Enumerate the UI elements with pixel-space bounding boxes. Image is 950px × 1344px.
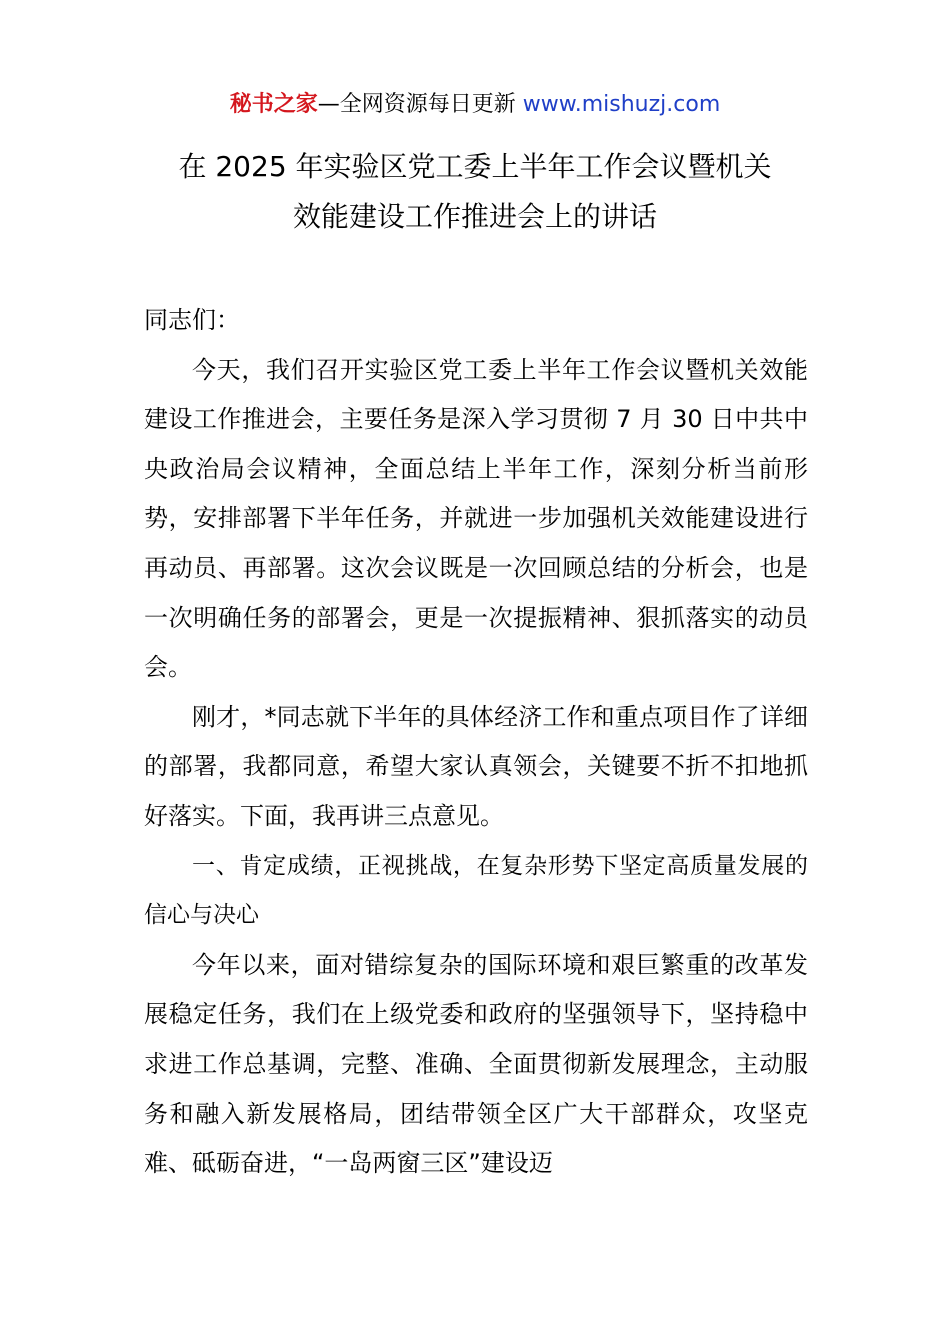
title-line-1: 在 2025 年实验区党工委上半年工作会议暨机关 xyxy=(178,150,772,183)
document-title xyxy=(100,142,850,242)
body-paragraph: 今年以来，面对错综复杂的国际环境和艰巨繁重的改革发展稳定任务，我们在上级党委和政府的坚强领导下，坚持稳中求进工作总基调，完整、准确、全面贯彻新发展理念，主动服务和融入新发展格局，团结带领全区广大干部群众，攻坚克难、砥砺奋进，“一岛两窗三区”建设迈 xyxy=(144,950,808,1178)
body-paragraph: 刚才，*同志就下半年的具体经济工作和重点项目作了详细的部署，我都同意，希望大家认真领会，关键要不折不扣地抓好落实。下面，我再讲三点意见。 xyxy=(144,702,808,830)
site-link[interactable]: www.mishuzj.com xyxy=(522,92,721,117)
body-paragraph: 今天，我们召开实验区党工委上半年工作会议暨机关效能建设工作推进会，主要任务是深入学习贯彻 7 月 30 日中共中央政治局会议精神，全面总结上半年工作，深刻分析当前形势，安排部署下半年任务，并就进一步加强机关效能建设进行再动员、再部署。这次会议既是一次回顾总结的分析会，也是一次明确任务的部署会，更是一次提振精神、狠抓落实的动员会。 xyxy=(144,355,808,682)
title-line-2: 效能建设工作推进会上的讲话 xyxy=(292,200,657,233)
document-body xyxy=(144,296,808,1189)
header-slogan: —全网资源每日更新 xyxy=(317,92,523,117)
section-heading: 一、肯定成绩，正视挑战，在复杂形势下坚定高质量发展的信心与决心 xyxy=(144,852,808,929)
site-header xyxy=(0,88,950,122)
salutation: 同志们： xyxy=(144,306,240,334)
brand-name: 秘书之家 xyxy=(229,92,318,117)
